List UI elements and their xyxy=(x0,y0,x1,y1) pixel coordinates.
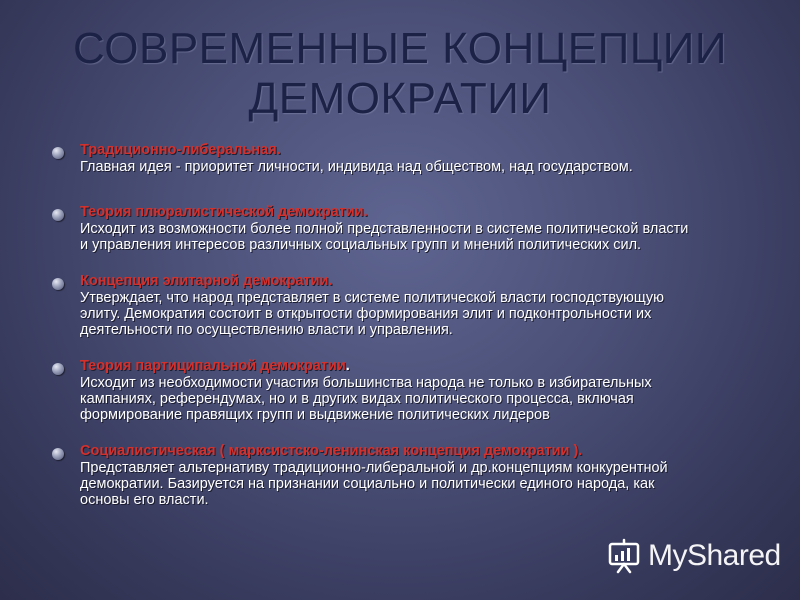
item-heading: Социалистическая ( марксистско-ленинская концепция демократии ). xyxy=(80,443,583,459)
list-item-pluralist xyxy=(52,204,772,273)
item-description xyxy=(80,375,772,423)
item-heading: Традиционно-либеральная. xyxy=(80,142,281,158)
slide-title-line-1: СОВРЕМЕННЫЕ КОНЦЕПЦИИ xyxy=(72,24,728,73)
description-line: Главная идея - приоритет личности, индивида над обществом, над государством. xyxy=(80,159,633,175)
slide-title-line-2: ДЕМОКРАТИИ xyxy=(248,74,552,123)
description-line: Исходит из необходимости участия большинства народа не только в избирательных xyxy=(80,375,652,391)
item-heading: Теория плюралистической демократии. xyxy=(80,204,368,220)
description-line: деятельности по осуществлению власти и управления. xyxy=(80,322,453,338)
bullet-icon xyxy=(52,363,64,375)
list-item-elitist xyxy=(52,273,772,358)
bullet-icon xyxy=(52,147,64,159)
description-line: кампаниях, референдумах, но и в других видах политического процесса, включая xyxy=(80,391,634,407)
watermark-text: MyShared xyxy=(648,539,781,572)
slide-title xyxy=(30,24,770,124)
myshared-watermark xyxy=(606,536,781,576)
bullet-list xyxy=(52,142,772,508)
description-line: основы его власти. xyxy=(80,492,209,508)
list-item-liberal xyxy=(52,142,772,204)
description-line: Исходит из возможности более полной представленности в системе политической власти xyxy=(80,221,689,237)
item-heading: Концепция элитарной демократии. xyxy=(80,273,333,289)
bullet-icon xyxy=(52,209,64,221)
presentation-board-icon xyxy=(606,538,642,574)
item-description xyxy=(80,460,772,508)
bullet-icon xyxy=(52,278,64,290)
description-line: элиту. Демократия состоит в открытости формирования элит и подконтрольности их xyxy=(80,306,652,322)
description-line: Утверждает, что народ представляет в системе политической власти господствующую xyxy=(80,290,665,306)
description-line: Представляет альтернативу традиционно-либеральной и др.концепциям конкурентной xyxy=(80,460,668,476)
bullet-icon xyxy=(52,448,64,460)
description-line: формирование правящих групп и выдвижение политических лидеров xyxy=(80,407,550,423)
item-description xyxy=(80,159,772,175)
description-line: демократии. Базируется на признании социально и политически единого народа, как xyxy=(80,476,655,492)
item-heading: Теория партиципальной демократии. xyxy=(80,358,350,374)
description-line: и управления интересов различных социальных групп и мнений политических сил. xyxy=(80,237,642,253)
item-description xyxy=(80,221,772,253)
item-description xyxy=(80,290,772,338)
list-item-socialist xyxy=(52,443,772,508)
list-item-participatory xyxy=(52,358,772,443)
